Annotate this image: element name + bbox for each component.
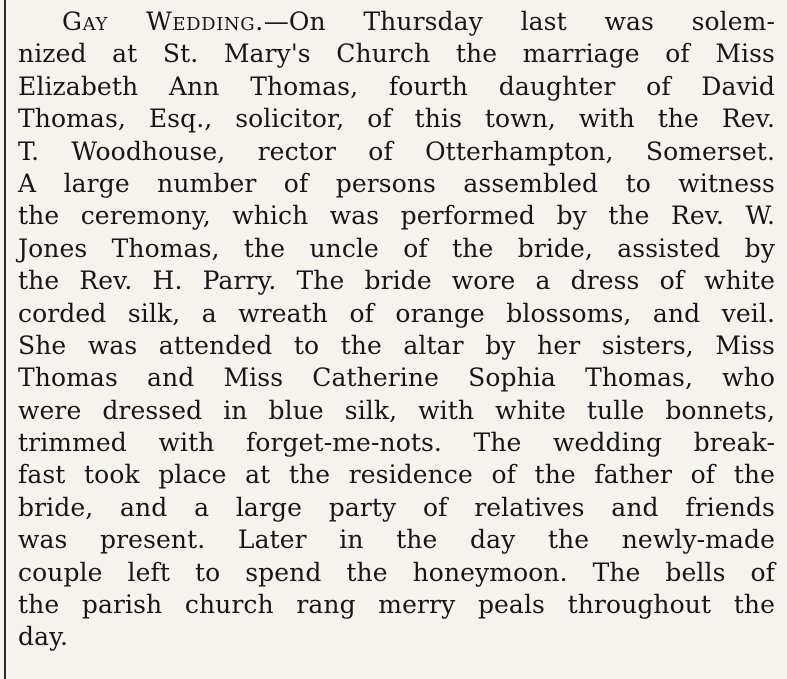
article-line: couple left to spend the honeymoon. The bells of — [18, 557, 775, 587]
article-first-line — [18, 6, 775, 38]
article-line: the parish church rang merry peals throughout the — [18, 590, 775, 620]
article-headline: Gay Wedding. — [62, 7, 264, 36]
article-line: nized at St. Mary's Church the marriage of Miss — [18, 39, 775, 69]
article-line: the Rev. H. Parry. The bride wore a dress of white — [18, 266, 775, 296]
article-line: Jones Thomas, the uncle of the bride, assisted by — [18, 233, 775, 263]
article-line: the ceremony, which was performed by the Rev. W. — [18, 201, 775, 231]
wedding-article — [18, 6, 775, 654]
article-line: corded silk, a wreath of orange blossoms, and veil. — [18, 298, 775, 328]
article-line: T. Woodhouse, rector of Otterhampton, Somerset. — [18, 136, 775, 166]
article-line: Thomas and Miss Catherine Sophia Thomas, who — [18, 363, 775, 393]
article-line: She was attended to the altar by her sisters, Miss — [18, 330, 775, 360]
column-rule — [4, 0, 6, 679]
article-line: Thomas, Esq., solicitor, of this town, with the Rev. — [18, 104, 775, 134]
article-line: fast took place at the residence of the father of the — [18, 460, 775, 490]
article-line: bride, and a large party of relatives and friends — [18, 492, 775, 522]
article-line: trimmed with forget-me-nots. The wedding break- — [18, 428, 775, 458]
article-last-line: day. — [18, 622, 69, 652]
article-line: was present. Later in the day the newly-made — [18, 525, 775, 555]
article-line: A large number of persons assembled to witness — [18, 168, 775, 198]
article-first-line-text: —On Thursday last was solem- — [263, 7, 776, 36]
article-line: were dressed in blue silk, with white tulle bonnets, — [18, 395, 775, 425]
article-line: Elizabeth Ann Thomas, fourth daughter of David — [18, 71, 775, 101]
